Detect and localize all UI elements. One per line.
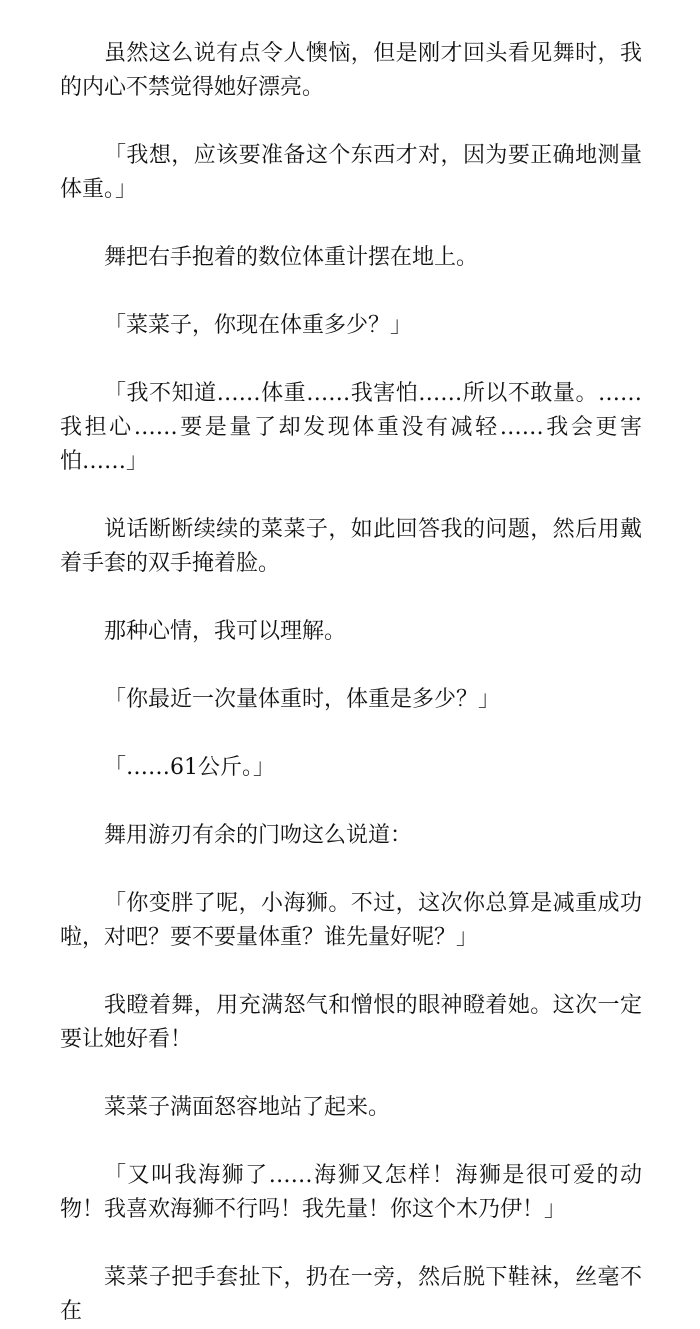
paragraph-dialogue: 「又叫我海狮了……海狮又怎样！海狮是很可爱的动物！我喜欢海狮不行吗！我先量！你这个木乃伊！」 [60,1163,642,1222]
paragraph: 菜菜子把手套扯下，扔在一旁，然后脱下鞋袜，丝毫不在 [60,1265,642,1324]
paragraph: 虽然这么说有点令人懊恼，但是刚才回头看见舞时，我的内心不禁觉得她好漂亮。 [60,41,642,100]
paragraph: 说话断断续续的菜菜子，如此回答我的问题，然后用戴着手套的双手掩着脸。 [60,517,642,576]
paragraph: 我瞪着舞，用充满怒气和憎恨的眼神瞪着她。这次一定要让她好看！ [60,993,642,1052]
paragraph: 菜菜子满面怒容地站了起来。 [104,1095,391,1120]
paragraph-dialogue: 「你最近一次量体重时，体重是多少？」 [104,687,501,712]
paragraph-dialogue: 「……61公斤。」 [104,755,275,780]
paragraph-dialogue: 「我不知道……体重……我害怕……所以不敢量。……我担心……要是量了却发现体重没有减轻……我会更害怕……」 [60,381,642,474]
paragraph: 那种心情，我可以理解。 [104,619,347,644]
paragraph-dialogue: 「菜菜子，你现在体重多少？」 [104,313,413,338]
paragraph-dialogue: 「我想，应该要准备这个东西才对，因为要正确地测量体重。」 [60,143,642,202]
paragraph-dialogue: 「你变胖了呢，小海狮。不过，这次你总算是减重成功啦，对吧？要不要量体重？谁先量好呢？」 [60,891,642,950]
paragraph: 舞把右手抱着的数位体重计摆在地上。 [104,245,479,270]
paragraph: 舞用游刃有余的门吻这么说道： [104,823,413,848]
